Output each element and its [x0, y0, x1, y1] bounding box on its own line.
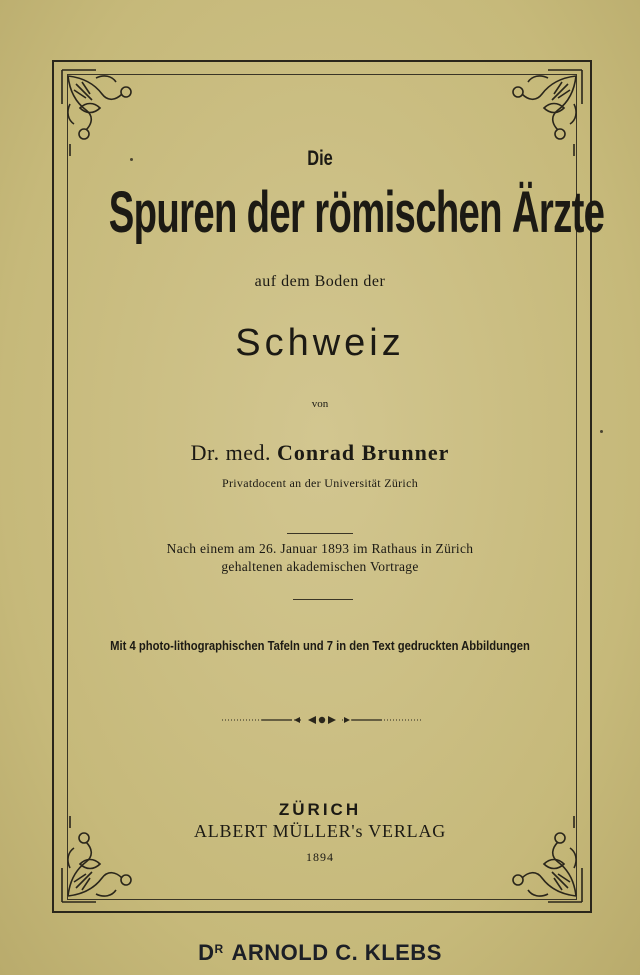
place-title: Schweiz	[235, 322, 405, 364]
publication-city: ZÜRICH	[278, 800, 362, 819]
subtitle: auf dem Boden der	[254, 273, 386, 290]
paper-speck	[130, 158, 133, 161]
paper-speck	[600, 430, 603, 433]
plates-note: Mit 4 photo-lithographischen Tafeln und 7 in den Text gedruckten Abbildungen	[110, 639, 530, 653]
author-affiliation: Privatdocent an der Universität Zürich	[221, 476, 418, 490]
title-article: Die	[307, 147, 333, 170]
corner-ornament-icon	[56, 64, 148, 156]
divider-rule	[287, 533, 353, 534]
lecture-note-line: Nach einem am 26. Januar 1893 im Rathaus in Zürich	[166, 541, 474, 556]
corner-ornament-icon	[496, 64, 588, 156]
author	[0, 440, 640, 466]
divider-rule	[293, 599, 353, 600]
ornament-divider-icon	[222, 713, 422, 727]
publisher: ALBERT MÜLLER's VERLAG	[193, 821, 447, 841]
stamp-prefix: D	[198, 940, 215, 965]
page-title: Spuren der römischen Ärzte	[108, 180, 605, 245]
lecture-note	[0, 540, 640, 576]
author-prefix: Dr. med.	[190, 440, 272, 465]
stamp-prefix-sup: R	[214, 942, 224, 956]
by-line: von	[311, 398, 329, 410]
publication-year: 1894	[306, 850, 334, 864]
author-name: Conrad Brunner	[277, 440, 450, 465]
lecture-note-line: gehaltenen akademischen Vortrage	[221, 559, 419, 574]
stamp-name: ARNOLD C. KLEBS	[231, 940, 442, 965]
owner-stamp	[0, 940, 640, 966]
